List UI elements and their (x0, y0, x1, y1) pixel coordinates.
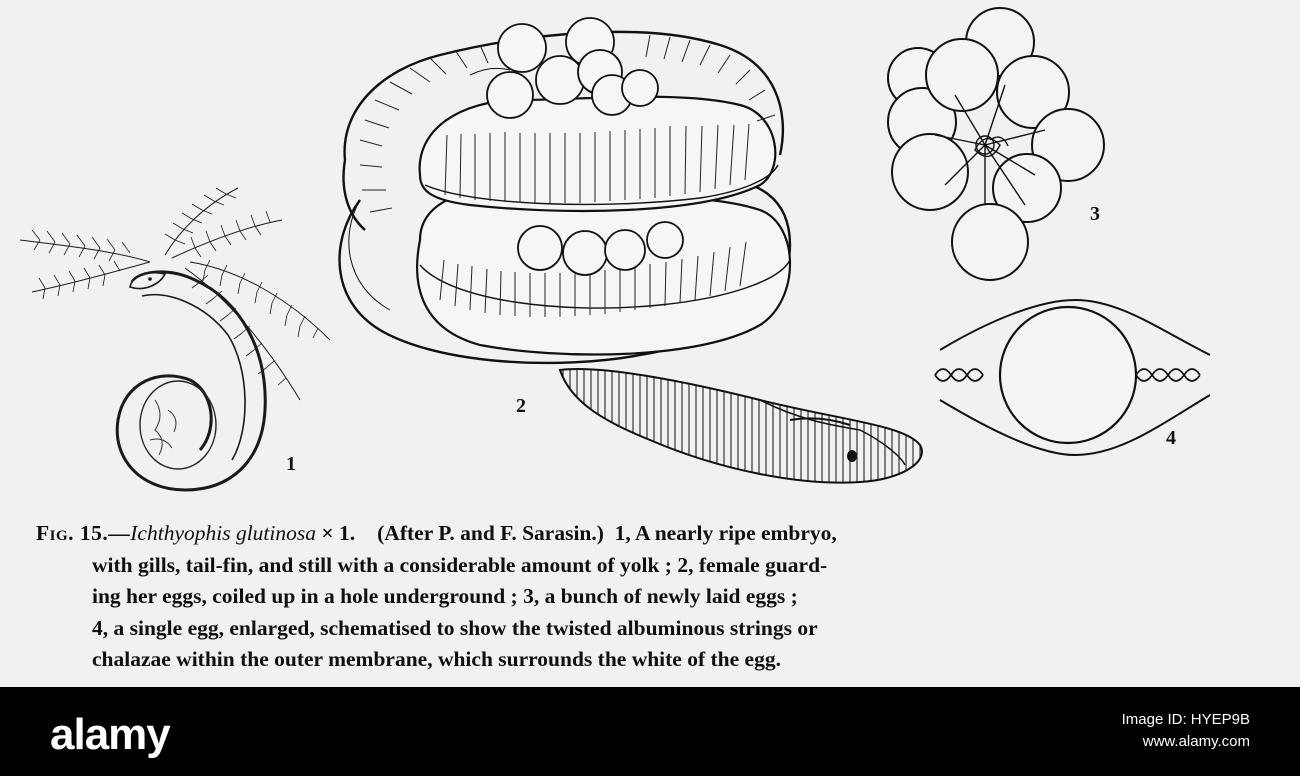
coiled-female-drawing (340, 18, 922, 483)
caption-figure-label: Fig. 15.— (36, 521, 131, 545)
caption-scale: × 1. (316, 521, 356, 545)
caption-line-5: chalazae within the outer membrane, which surrounds the white of the egg. (92, 647, 781, 671)
figure-label-4: 4 (1166, 427, 1176, 449)
caption-line-3: ing her eggs, coiled up in a hole underground ; 3, a bunch of newly laid eggs ; (92, 584, 798, 608)
egg-bunch-drawing (888, 8, 1104, 280)
caption-line-1 (36, 518, 1216, 550)
stock-watermark-bar (0, 687, 1300, 776)
alamy-logo[interactable]: alamy (50, 710, 170, 759)
caption-source: (After P. and F. Sarasin.) (377, 521, 604, 545)
figure-label-3: 3 (1090, 203, 1100, 225)
figure-caption (36, 518, 1216, 676)
caption-line-4: 4, a single egg, enlarged, schematised to show the twisted albuminous strings or (92, 615, 818, 640)
image-id-text: Image ID: HYEP9B (1121, 711, 1250, 728)
figure-label-1: 1 (286, 453, 296, 475)
caption-line-2: with gills, tail-fin, and still with a considerable amount of yolk ; 2, female guard- (92, 552, 828, 577)
caption-species-name: Ichthyophis glutinosa (130, 521, 316, 545)
embryo-drawing (20, 188, 330, 490)
caption-line-1-rest: 1, A nearly ripe embryo, (603, 521, 837, 545)
figure-label-2: 2 (516, 395, 526, 417)
site-url-link[interactable]: www.alamy.com (1142, 733, 1250, 750)
